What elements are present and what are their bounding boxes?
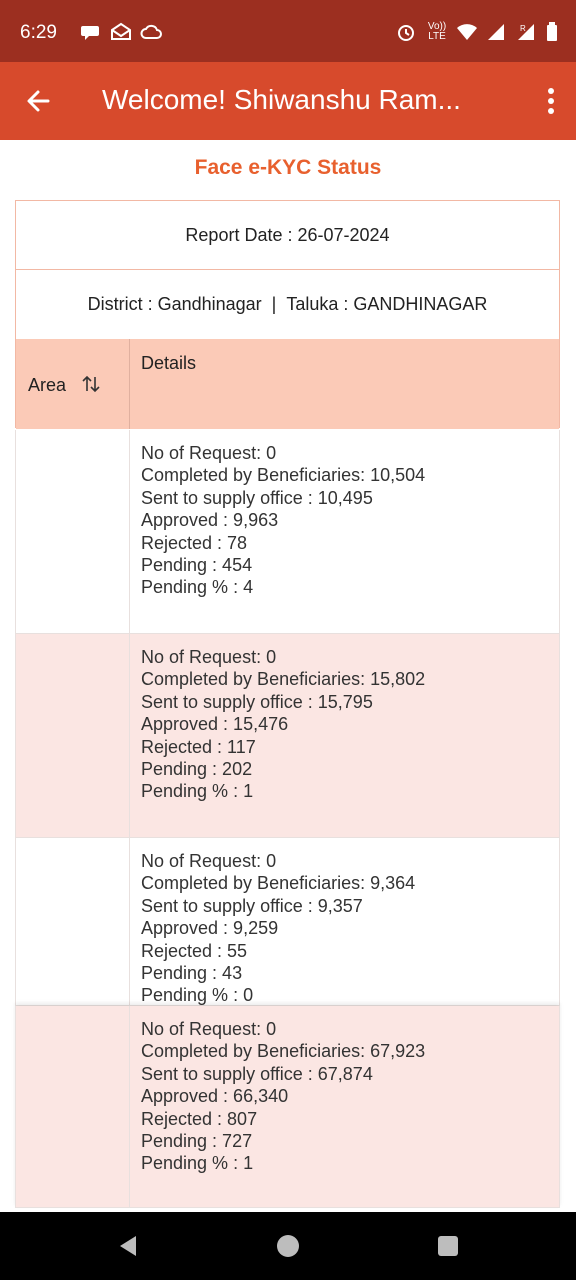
nav-recents-icon[interactable] bbox=[438, 1236, 458, 1256]
detail-line: Pending % : 1 bbox=[141, 781, 254, 802]
table-row bbox=[15, 838, 560, 1006]
table-row bbox=[15, 430, 560, 634]
sort-icon[interactable] bbox=[80, 373, 102, 395]
detail-line: Completed by Beneficiaries: 67,923 bbox=[141, 1041, 426, 1062]
detail-line: Approved : 9,963 bbox=[141, 510, 279, 531]
detail-line: Approved : 15,476 bbox=[141, 714, 289, 735]
detail-line: Pending % : 0 bbox=[141, 985, 254, 1006]
detail-line: Pending : 727 bbox=[141, 1131, 253, 1152]
signal-icon bbox=[486, 22, 508, 42]
detail-line: No of Request: 0 bbox=[141, 851, 277, 871]
detail-line: Pending : 43 bbox=[141, 963, 243, 984]
details-cell bbox=[141, 850, 415, 1006]
system-nav-bar bbox=[0, 1212, 576, 1280]
page-title: Face e-KYC Status bbox=[194, 156, 382, 179]
district-taluka-row bbox=[16, 269, 559, 339]
report-date: Report Date : 26-07-2024 bbox=[16, 201, 559, 270]
detail-line: Completed by Beneficiaries: 10,504 bbox=[141, 465, 426, 486]
wifi-icon bbox=[456, 22, 478, 42]
mail-icon bbox=[110, 22, 132, 42]
report-info-box bbox=[15, 200, 560, 428]
table-row-total bbox=[15, 1006, 560, 1208]
column-header-area[interactable] bbox=[16, 339, 130, 429]
more-options-icon[interactable] bbox=[544, 82, 558, 120]
detail-line: Completed by Beneficiaries: 9,364 bbox=[141, 873, 416, 894]
detail-line: Completed by Beneficiaries: 15,802 bbox=[141, 669, 426, 690]
detail-line: Rejected : 117 bbox=[141, 736, 256, 757]
app-title: Welcome! Shiwanshu Ram... bbox=[102, 84, 461, 115]
status-time: 6:29 bbox=[20, 22, 57, 43]
volte-icon bbox=[426, 22, 448, 42]
table-header bbox=[16, 339, 559, 429]
detail-line: Sent to supply office : 10,495 bbox=[141, 487, 373, 508]
detail-line: Rejected : 78 bbox=[141, 532, 248, 553]
detail-line: Approved : 9,259 bbox=[141, 918, 279, 939]
chat-bubble-icon bbox=[80, 22, 102, 42]
alarm-icon bbox=[396, 22, 418, 42]
column-header-area-label: Area bbox=[28, 375, 67, 395]
battery-icon bbox=[546, 22, 558, 42]
detail-line: Sent to supply office : 15,795 bbox=[141, 691, 373, 712]
nav-back-icon[interactable] bbox=[116, 1234, 140, 1258]
app-bar bbox=[0, 62, 576, 140]
detail-line: No of Request: 0 bbox=[141, 647, 277, 667]
detail-line: Rejected : 807 bbox=[141, 1108, 258, 1129]
detail-line: Sent to supply office : 67,874 bbox=[141, 1063, 373, 1084]
area-cell bbox=[16, 1006, 130, 1207]
details-cell bbox=[141, 1018, 425, 1175]
status-bar bbox=[0, 0, 576, 62]
area-cell bbox=[16, 634, 130, 837]
back-arrow-icon[interactable] bbox=[18, 80, 60, 122]
details-cell bbox=[141, 442, 425, 599]
detail-line: Pending : 202 bbox=[141, 759, 253, 780]
detail-line: No of Request: 0 bbox=[141, 1019, 277, 1039]
detail-line: Sent to supply office : 9,357 bbox=[141, 895, 363, 916]
detail-line: Pending % : 4 bbox=[141, 577, 254, 598]
volte-label: Vo)) LTE bbox=[427, 21, 447, 42]
table-row bbox=[15, 634, 560, 838]
column-header-details: Details bbox=[141, 353, 197, 373]
detail-line: Pending % : 1 bbox=[141, 1153, 254, 1174]
detail-line: Rejected : 55 bbox=[141, 940, 248, 961]
cloud-icon bbox=[140, 22, 162, 42]
taluka-label: Taluka : GANDHINAGAR bbox=[286, 293, 488, 314]
nav-home-icon[interactable] bbox=[276, 1234, 300, 1258]
details-cell bbox=[141, 646, 425, 803]
district-label: District : Gandhinagar bbox=[87, 293, 262, 314]
detail-line: Pending : 454 bbox=[141, 555, 253, 576]
detail-line: No of Request: 0 bbox=[141, 443, 277, 463]
area-cell bbox=[16, 838, 130, 1005]
separator: | bbox=[271, 293, 277, 314]
svg-text:R: R bbox=[520, 24, 526, 33]
signal-roaming-icon bbox=[516, 22, 538, 42]
area-cell bbox=[16, 430, 130, 633]
detail-line: Approved : 66,340 bbox=[141, 1086, 289, 1107]
